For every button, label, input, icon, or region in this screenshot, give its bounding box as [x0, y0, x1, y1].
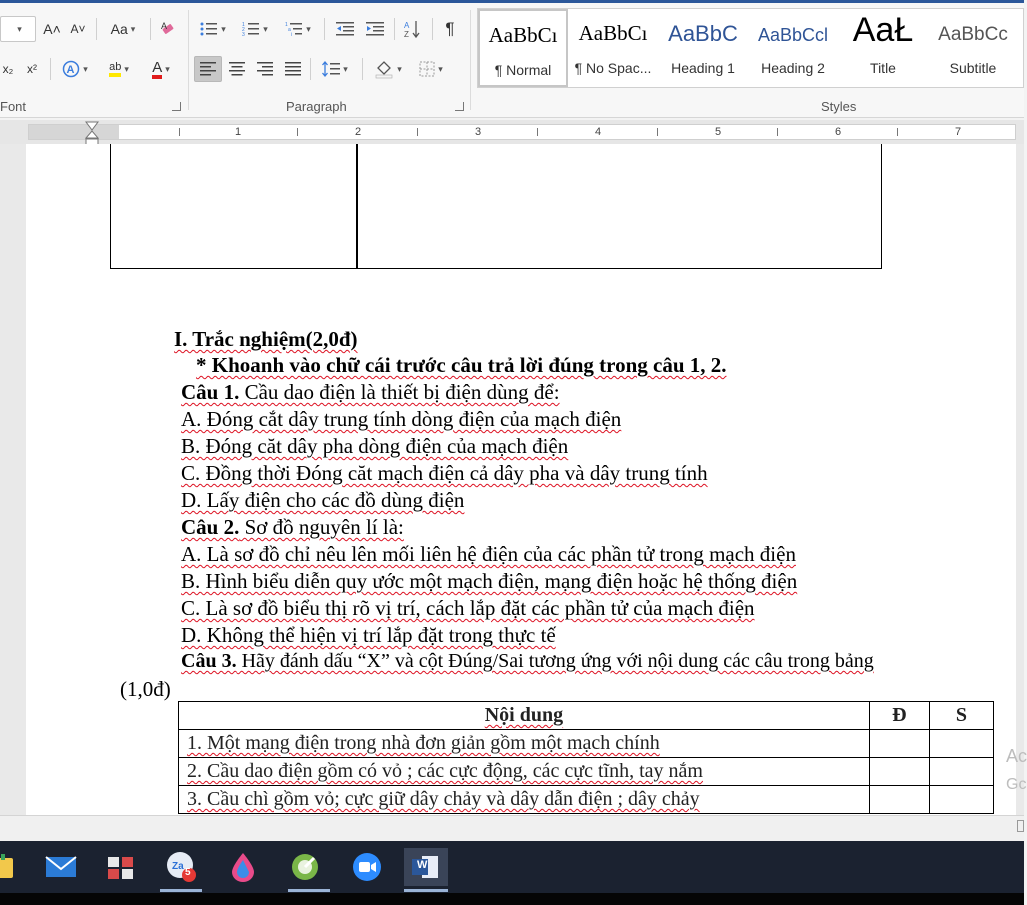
false-cell[interactable]	[929, 730, 993, 758]
align-right-icon	[257, 62, 273, 76]
horizontal-ruler[interactable]	[0, 120, 1024, 144]
show-formatting-button[interactable]	[438, 16, 462, 42]
borders-button[interactable]	[414, 56, 448, 82]
font-group-label: Font	[0, 99, 27, 114]
q3-points: (1,0đ)	[120, 677, 171, 701]
multilevel-list-button[interactable]	[280, 16, 316, 42]
false-cell[interactable]	[929, 786, 993, 814]
text-effects-icon	[62, 60, 80, 78]
q2-option-b: B. Hình biểu diễn quy ước một mạch điện, mạng điện hoặc hệ thống điện	[181, 569, 798, 593]
paint-bucket-icon	[374, 60, 394, 78]
true-cell[interactable]	[869, 786, 929, 814]
line-spacing-button[interactable]	[316, 56, 354, 82]
table-column-divider	[356, 144, 358, 268]
borders-icon	[419, 61, 435, 77]
styles-gallery	[477, 8, 1024, 88]
taskbar-zalo[interactable]	[164, 850, 198, 884]
taskbar-app-grid[interactable]	[104, 850, 138, 884]
separator	[50, 58, 51, 80]
paragraph-group-label: Paragraph	[286, 99, 347, 114]
line-spacing-icon	[322, 61, 340, 77]
font-color-button[interactable]: A ▾	[144, 56, 178, 82]
separator	[362, 58, 363, 80]
question-3: Câu 3. Hãy đánh dấu “X” và cột Đúng/Sai tương ứng với nội dung các câu trong bảng	[181, 650, 874, 672]
table-row	[179, 730, 994, 758]
active-indicator	[160, 889, 202, 892]
increase-indent-icon	[366, 22, 384, 36]
row-content: 3. Cầu chì gồm vỏ; cực giữ dây chảy và dây dẫn điện ; dây chảy	[179, 786, 870, 814]
svg-text:1: 1	[285, 22, 289, 28]
app-grid-icon	[106, 853, 136, 881]
taskbar-word[interactable]	[404, 848, 448, 886]
separator	[310, 58, 311, 80]
paragraph-dialog-launcher[interactable]	[455, 102, 464, 111]
document-page[interactable]	[26, 144, 1016, 834]
style-title[interactable]: AaŁ Title	[852, 11, 914, 76]
svg-text:3: 3	[242, 32, 246, 38]
multilevel-list-icon	[285, 21, 303, 37]
false-cell[interactable]	[929, 758, 993, 786]
word-letter: W	[417, 859, 428, 871]
ribbon	[0, 0, 1024, 118]
ribbon-accent-line	[0, 0, 1024, 3]
group-divider	[470, 10, 471, 110]
ruler-mark	[777, 128, 778, 136]
mail-icon	[46, 855, 76, 879]
sort-button[interactable]	[400, 16, 426, 42]
chat-icon	[165, 851, 197, 883]
sort-az-icon	[404, 20, 422, 38]
svg-text:1: 1	[242, 22, 246, 28]
document-area[interactable]	[0, 144, 1027, 815]
header-false: S	[929, 702, 993, 730]
previous-table	[110, 144, 882, 269]
row-content: 2. Cầu dao điện gồm có vỏ ; các cực động, các cực tĩnh, tay nắm	[179, 758, 870, 786]
separator	[96, 18, 97, 40]
header-content: Nội dung	[179, 702, 870, 730]
justify-button[interactable]	[280, 56, 306, 82]
ruler-number: 4	[595, 126, 602, 138]
taskbar-app-partial[interactable]	[0, 850, 20, 884]
align-right-button[interactable]	[252, 56, 278, 82]
activate-watermark-sub: Gc	[1006, 776, 1027, 793]
ruler-mark	[297, 128, 298, 136]
table-header-row	[179, 702, 994, 730]
ruler-number: 1	[235, 126, 242, 138]
section-title: I. Trắc nghiệm(2,0đ)	[174, 327, 358, 351]
align-center-button[interactable]	[224, 56, 250, 82]
bullets-button[interactable]	[196, 16, 230, 42]
ruler-number: 3	[475, 126, 482, 138]
svg-text:2: 2	[242, 27, 246, 33]
align-left-button[interactable]	[194, 56, 222, 82]
svg-text:Z: Z	[404, 30, 409, 39]
activate-watermark: Ac	[1006, 746, 1027, 766]
table-row	[179, 786, 994, 814]
notification-badge: 5	[185, 867, 191, 878]
true-cell[interactable]	[869, 730, 929, 758]
ruler-number: 6	[835, 126, 842, 138]
true-cell[interactable]	[869, 758, 929, 786]
bullet-list-icon	[200, 21, 218, 37]
align-left-icon	[200, 62, 216, 76]
ruler-mark	[897, 128, 898, 136]
q1-option-a: A. Đóng cắt dây trung tính dòng điện của mạch điện	[181, 407, 622, 431]
svg-text:i: i	[291, 32, 293, 38]
video-camera-icon	[352, 852, 382, 882]
align-center-icon	[229, 62, 245, 76]
numbering-button[interactable]	[238, 16, 272, 42]
svg-text:A: A	[161, 21, 168, 31]
taskbar-mail[interactable]	[44, 850, 78, 884]
taskbar-app-green[interactable]	[288, 850, 322, 884]
true-false-table	[178, 701, 994, 814]
leaf-app-icon	[290, 852, 320, 882]
decrease-indent-button[interactable]	[332, 16, 358, 42]
ruler-track	[28, 124, 1016, 140]
pilcrow-icon: ¶	[445, 19, 455, 38]
q2-option-a: A. Là sơ đồ chỉ nêu lên mối liên hệ điện của các phần tử trong mạch điện	[181, 542, 796, 566]
style-normal[interactable]: AaBbCı ¶ Normal	[478, 9, 568, 87]
decrease-indent-icon	[336, 22, 354, 36]
q2-option-c: C. Là sơ đồ biểu thị rõ vị trí, cách lắp đặt các phần tử của mạch điện	[181, 596, 755, 620]
svg-text:a: a	[288, 27, 292, 33]
scroll-corner	[1017, 820, 1024, 832]
style-heading-1[interactable]: AaBbC Heading 1	[668, 21, 738, 76]
text-effects-button[interactable]	[58, 56, 92, 82]
table-row	[179, 758, 994, 786]
app-icon	[0, 854, 15, 880]
separator	[394, 18, 395, 40]
style-heading-2[interactable]: AaBbCcl Heading 2	[757, 25, 829, 76]
instruction-text: * Khoanh vào chữ cái trước câu trả lời đúng trong câu 1, 2.	[196, 353, 727, 377]
subscript-button[interactable]: x₂	[2, 62, 14, 76]
shrink-font-button[interactable]: A˅	[70, 22, 86, 36]
shading-button[interactable]	[368, 56, 408, 82]
ruler-mark	[417, 128, 418, 136]
ruler-mark	[657, 128, 658, 136]
change-case-button[interactable]: Aa ▾	[104, 16, 142, 42]
taskbar	[0, 841, 1024, 893]
row-content: 1. Một mạng điện trong nhà đơn giản gồm một mạch chính	[179, 730, 870, 758]
styles-group-label: Styles	[821, 99, 857, 114]
taskbar-zoom[interactable]	[350, 850, 384, 884]
justify-icon	[285, 62, 301, 76]
ruler-margin	[29, 125, 119, 139]
clear-formatting-button[interactable]	[156, 16, 182, 42]
ruler-mark	[179, 128, 180, 136]
separator	[324, 18, 325, 40]
ruler-mark	[537, 128, 538, 136]
eraser-icon	[160, 20, 178, 38]
ruler-number: 5	[715, 126, 722, 138]
q1-option-d: D. Lấy điện cho các đồ dùng điện	[181, 488, 465, 512]
header-true: Đ	[869, 702, 929, 730]
numbered-list-icon	[242, 21, 260, 37]
separator	[432, 18, 433, 40]
svg-text:Za: Za	[172, 861, 184, 872]
active-indicator	[404, 889, 448, 892]
question-2: Câu 2. Sơ đồ nguyên lí là:	[181, 515, 404, 539]
svg-text:A: A	[404, 21, 410, 30]
superscript-button[interactable]: x²	[27, 62, 37, 76]
font-dialog-launcher[interactable]	[172, 102, 181, 111]
highlight-color-button[interactable]: ab ▾	[100, 56, 138, 82]
style-no-spacing[interactable]: AaBbCı ¶ No Spac...	[574, 21, 652, 76]
grow-font-button[interactable]: A˄	[43, 21, 61, 37]
question-1: Câu 1. Cầu dao điện là thiết bị điện dùng để:	[181, 380, 560, 404]
paint-drop-icon	[230, 852, 256, 882]
ruler-number: 2	[355, 126, 362, 138]
style-subtitle[interactable]: AaBbCc Subtitle	[938, 24, 1008, 76]
q1-option-c: C. Đồng thời Đóng căt mạch điện cả dây pha và dây trung tính	[181, 461, 708, 485]
status-bar	[0, 815, 1024, 841]
ruler-number: 7	[955, 126, 962, 138]
q2-option-d: D. Không thể hiện vị trí lắp đặt trong thực tế	[181, 623, 556, 647]
taskbar-paint[interactable]	[226, 850, 260, 884]
group-divider	[188, 10, 189, 110]
q1-option-b: B. Đóng căt dây pha dòng điện của mạch điện	[181, 434, 569, 458]
screen-bottom-edge	[0, 893, 1024, 905]
separator	[150, 18, 151, 40]
font-size-dropdown[interactable]	[0, 16, 36, 42]
increase-indent-button[interactable]	[362, 16, 388, 42]
active-indicator	[288, 889, 330, 892]
svg-text:A: A	[66, 64, 75, 76]
